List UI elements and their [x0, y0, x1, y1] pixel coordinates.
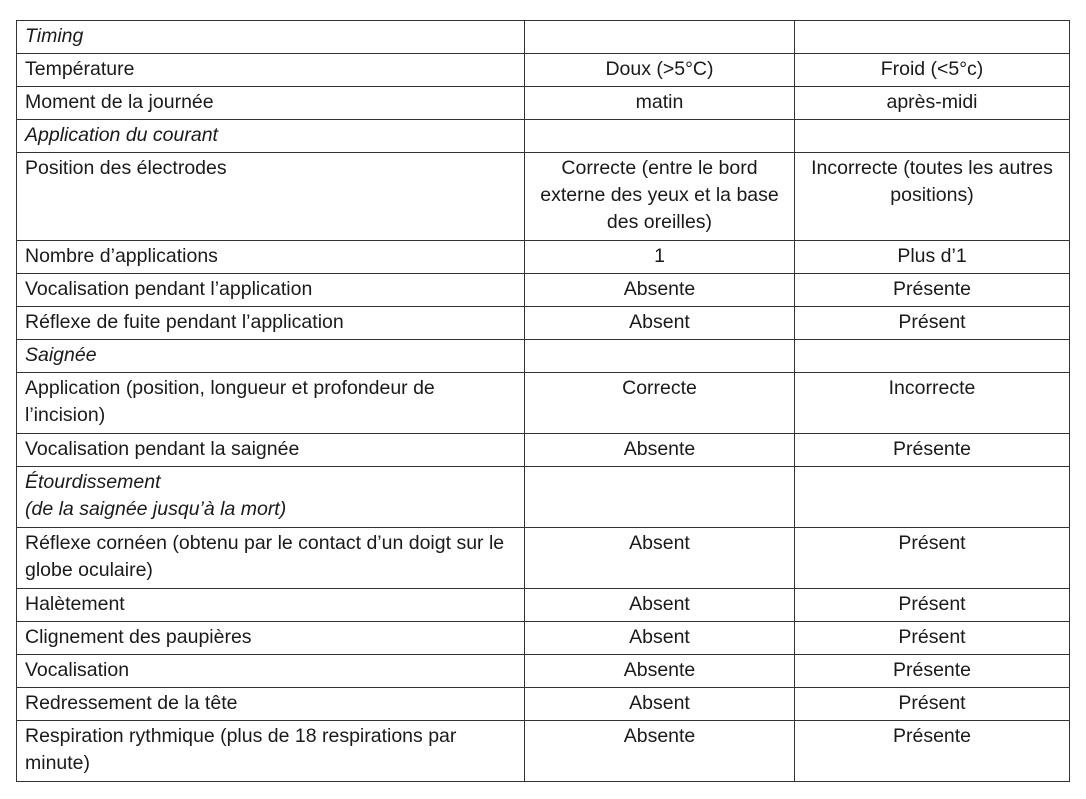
problem-value-cell: [795, 655, 1070, 688]
section-header-row: [17, 21, 1070, 54]
table-row: [17, 274, 1070, 307]
assessment-table-container: [16, 20, 1069, 782]
problem-value-cell: [795, 274, 1070, 307]
table-row: [17, 241, 1070, 274]
acceptable-value-cell: [525, 589, 795, 622]
criterion-label: Respiration rythmique (plus de 18 respirations par minute): [25, 725, 457, 774]
acceptable-value-cell: [525, 655, 795, 688]
problem-value-cell: [795, 688, 1070, 721]
problem-value: Présent: [898, 532, 966, 554]
problem-value-cell: [795, 54, 1070, 87]
problem-value-cell: [795, 622, 1070, 655]
section-title-cell: [17, 467, 525, 528]
criterion-label: Vocalisation pendant l’application: [25, 278, 313, 300]
acceptable-value: Absente: [623, 659, 696, 681]
criterion-cell: [17, 307, 525, 340]
acceptable-value-cell: [525, 340, 795, 373]
criterion-cell: [17, 373, 525, 434]
section-title: Timing: [25, 25, 84, 47]
table-row: [17, 54, 1070, 87]
criterion-label: Vocalisation: [25, 659, 130, 681]
criterion-cell: [17, 655, 525, 688]
problem-value: Présente: [892, 278, 972, 300]
section-subtitle: (de la saignée jusqu’à la mort): [25, 498, 287, 520]
table-row: [17, 688, 1070, 721]
problem-value-cell: [795, 241, 1070, 274]
criterion-cell: [17, 721, 525, 782]
table-row: [17, 307, 1070, 340]
section-header-row: [17, 340, 1070, 373]
problem-value-cell: [795, 373, 1070, 434]
problem-value: Présent: [898, 692, 966, 714]
section-title: Étourdissement: [25, 471, 161, 493]
criterion-cell: [17, 589, 525, 622]
section-header-row: [17, 120, 1070, 153]
problem-value: Présent: [898, 311, 966, 333]
acceptable-value: Absent: [629, 311, 690, 333]
acceptable-value-cell: [525, 434, 795, 467]
problem-value-cell: [795, 21, 1070, 54]
acceptable-value: Correcte: [622, 377, 697, 399]
section-title-cell: [17, 120, 525, 153]
problem-value-cell: [795, 721, 1070, 782]
section-header-row: [17, 467, 1070, 528]
problem-value-cell: [795, 467, 1070, 528]
acceptable-value-cell: [525, 21, 795, 54]
problem-value-cell: [795, 120, 1070, 153]
criterion-cell: [17, 274, 525, 307]
acceptable-value-cell: [525, 274, 795, 307]
section-title-cell: [17, 21, 525, 54]
table-row: [17, 655, 1070, 688]
problem-value-cell: [795, 307, 1070, 340]
problem-value: Présente: [892, 659, 972, 681]
problem-value-cell: [795, 87, 1070, 120]
problem-value-cell: [795, 528, 1070, 589]
criterion-cell: [17, 153, 525, 241]
acceptable-value: Absent: [629, 593, 690, 615]
table-row: [17, 434, 1070, 467]
problem-value: Présent: [898, 626, 966, 648]
acceptable-value-cell: [525, 467, 795, 528]
table-row: [17, 622, 1070, 655]
problem-value-cell: [795, 434, 1070, 467]
acceptable-value: Absente: [623, 725, 696, 747]
acceptable-value-cell: [525, 721, 795, 782]
acceptable-value: 1: [654, 245, 665, 267]
acceptable-value-cell: [525, 528, 795, 589]
table-row: [17, 153, 1070, 241]
criterion-label: Redressement de la tête: [25, 692, 238, 714]
acceptable-value-cell: [525, 54, 795, 87]
problem-value-cell: [795, 340, 1070, 373]
problem-value-cell: [795, 589, 1070, 622]
acceptable-value-cell: [525, 688, 795, 721]
criterion-cell: [17, 622, 525, 655]
criterion-label: Clignement des paupières: [25, 626, 252, 648]
acceptable-value: Absente: [623, 438, 696, 460]
acceptable-value: matin: [635, 91, 684, 113]
acceptable-value-cell: [525, 120, 795, 153]
acceptable-value: Absent: [629, 692, 690, 714]
acceptable-value: Absent: [629, 532, 690, 554]
acceptable-value-cell: [525, 622, 795, 655]
acceptable-value-cell: [525, 241, 795, 274]
acceptable-value: Absente: [623, 278, 696, 300]
criterion-label: Halètement: [25, 593, 125, 615]
table-row: [17, 528, 1070, 589]
table-row: [17, 87, 1070, 120]
criterion-cell: [17, 528, 525, 589]
criterion-label: Nombre d’applications: [25, 245, 218, 267]
acceptable-value-cell: [525, 307, 795, 340]
problem-value: Plus d’1: [897, 245, 967, 267]
problem-value-cell: [795, 153, 1070, 241]
problem-value: Présent: [898, 593, 966, 615]
acceptable-value-cell: [525, 87, 795, 120]
table-row: [17, 373, 1070, 434]
acceptable-value-cell: [525, 373, 795, 434]
table-row: [17, 721, 1070, 782]
assessment-table: [16, 20, 1070, 782]
criterion-cell: [17, 54, 525, 87]
acceptable-value-cell: [525, 153, 795, 241]
problem-value: Présente: [892, 725, 972, 747]
criterion-cell: [17, 434, 525, 467]
criterion-label: Moment de la journée: [25, 91, 214, 113]
problem-value: Froid (<5°c): [880, 58, 984, 80]
section-title-cell: [17, 340, 525, 373]
criterion-label: Réflexe cornéen (obtenu par le contact d’un doigt sur le globe oculaire): [25, 532, 505, 581]
problem-value: après-midi: [886, 91, 978, 113]
criterion-label: Température: [25, 58, 135, 80]
acceptable-value: Absent: [629, 626, 690, 648]
table-body: [17, 21, 1070, 782]
criterion-label: Application (position, longueur et profondeur de l’incision): [25, 377, 435, 426]
problem-value: Présente: [892, 438, 972, 460]
problem-value: Incorrecte: [888, 377, 976, 399]
acceptable-value: Doux (>5°C): [605, 58, 714, 80]
section-title: Application du courant: [25, 124, 218, 146]
criterion-label: Vocalisation pendant la saignée: [25, 438, 300, 460]
problem-value: Incorrecte (toutes les autres positions): [811, 157, 1053, 206]
table-row: [17, 589, 1070, 622]
criterion-cell: [17, 688, 525, 721]
criterion-cell: [17, 87, 525, 120]
criterion-cell: [17, 241, 525, 274]
acceptable-value: Correcte (entre le bord externe des yeux et la base des oreilles): [540, 157, 779, 233]
criterion-label: Position des électrodes: [25, 157, 227, 179]
section-title: Saignée: [25, 344, 97, 366]
criterion-label: Réflexe de fuite pendant l’application: [25, 311, 344, 333]
